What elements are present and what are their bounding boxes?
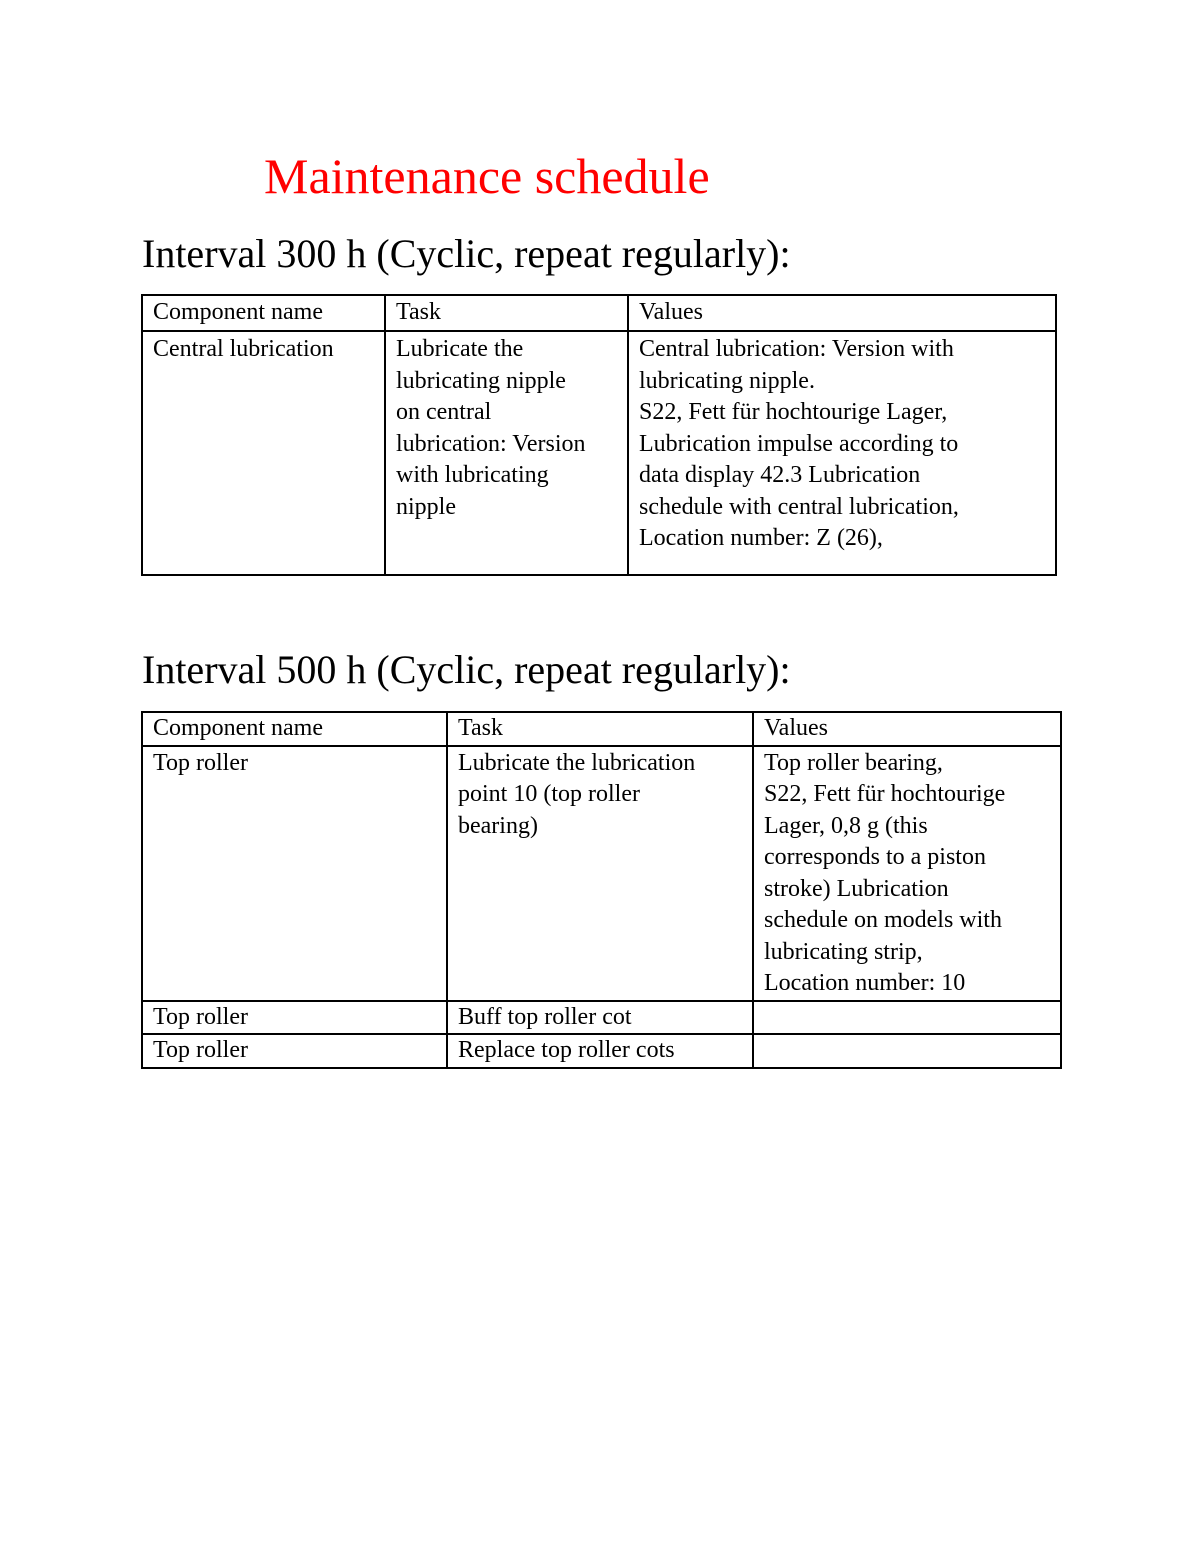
- column-header-values: Values: [753, 712, 1061, 746]
- document-title: Maintenance schedule: [264, 148, 710, 204]
- component-cell: Central lubrication: [142, 331, 385, 575]
- component-cell: Top roller: [142, 1001, 447, 1035]
- interval-300-heading: Interval 300 h (Cyclic, repeat regularly):: [142, 231, 791, 276]
- task-cell: Lubricate the lubricating nipple on central lubrication: Version with lubricating nipple: [385, 331, 628, 575]
- column-header-component: Component name: [142, 712, 447, 746]
- column-header-values: Values: [628, 295, 1056, 331]
- table-row: [142, 746, 1061, 1001]
- component-cell: Top roller: [142, 746, 447, 1001]
- table-row: [142, 1001, 1061, 1035]
- table-header-row: [142, 295, 1056, 331]
- interval-300-table: [141, 294, 1057, 576]
- interval-500-heading: Interval 500 h (Cyclic, repeat regularly):: [142, 647, 791, 692]
- column-header-task: Task: [385, 295, 628, 331]
- column-header-task: Task: [447, 712, 753, 746]
- interval-500-table: [141, 711, 1062, 1069]
- task-cell: Replace top roller cots: [447, 1034, 753, 1068]
- values-cell: [753, 1034, 1061, 1068]
- values-cell: [753, 1001, 1061, 1035]
- values-cell: Top roller bearing, S22, Fett für hochtourige Lager, 0,8 g (this corresponds to a piston stroke) Lubrication schedule on models with lubricating strip, Location number: 10: [753, 746, 1061, 1001]
- table-header-row: [142, 712, 1061, 746]
- table-row: [142, 1034, 1061, 1068]
- table-row: [142, 331, 1056, 575]
- values-cell: Central lubrication: Version with lubricating nipple. S22, Fett für hochtourige Lager, Lubrication impulse according to data display 42.3 Lubrication schedule with central lubrication, Location number: Z (26),: [628, 331, 1056, 575]
- column-header-component: Component name: [142, 295, 385, 331]
- task-cell: Lubricate the lubrication point 10 (top roller bearing): [447, 746, 753, 1001]
- task-cell: Buff top roller cot: [447, 1001, 753, 1035]
- component-cell: Top roller: [142, 1034, 447, 1068]
